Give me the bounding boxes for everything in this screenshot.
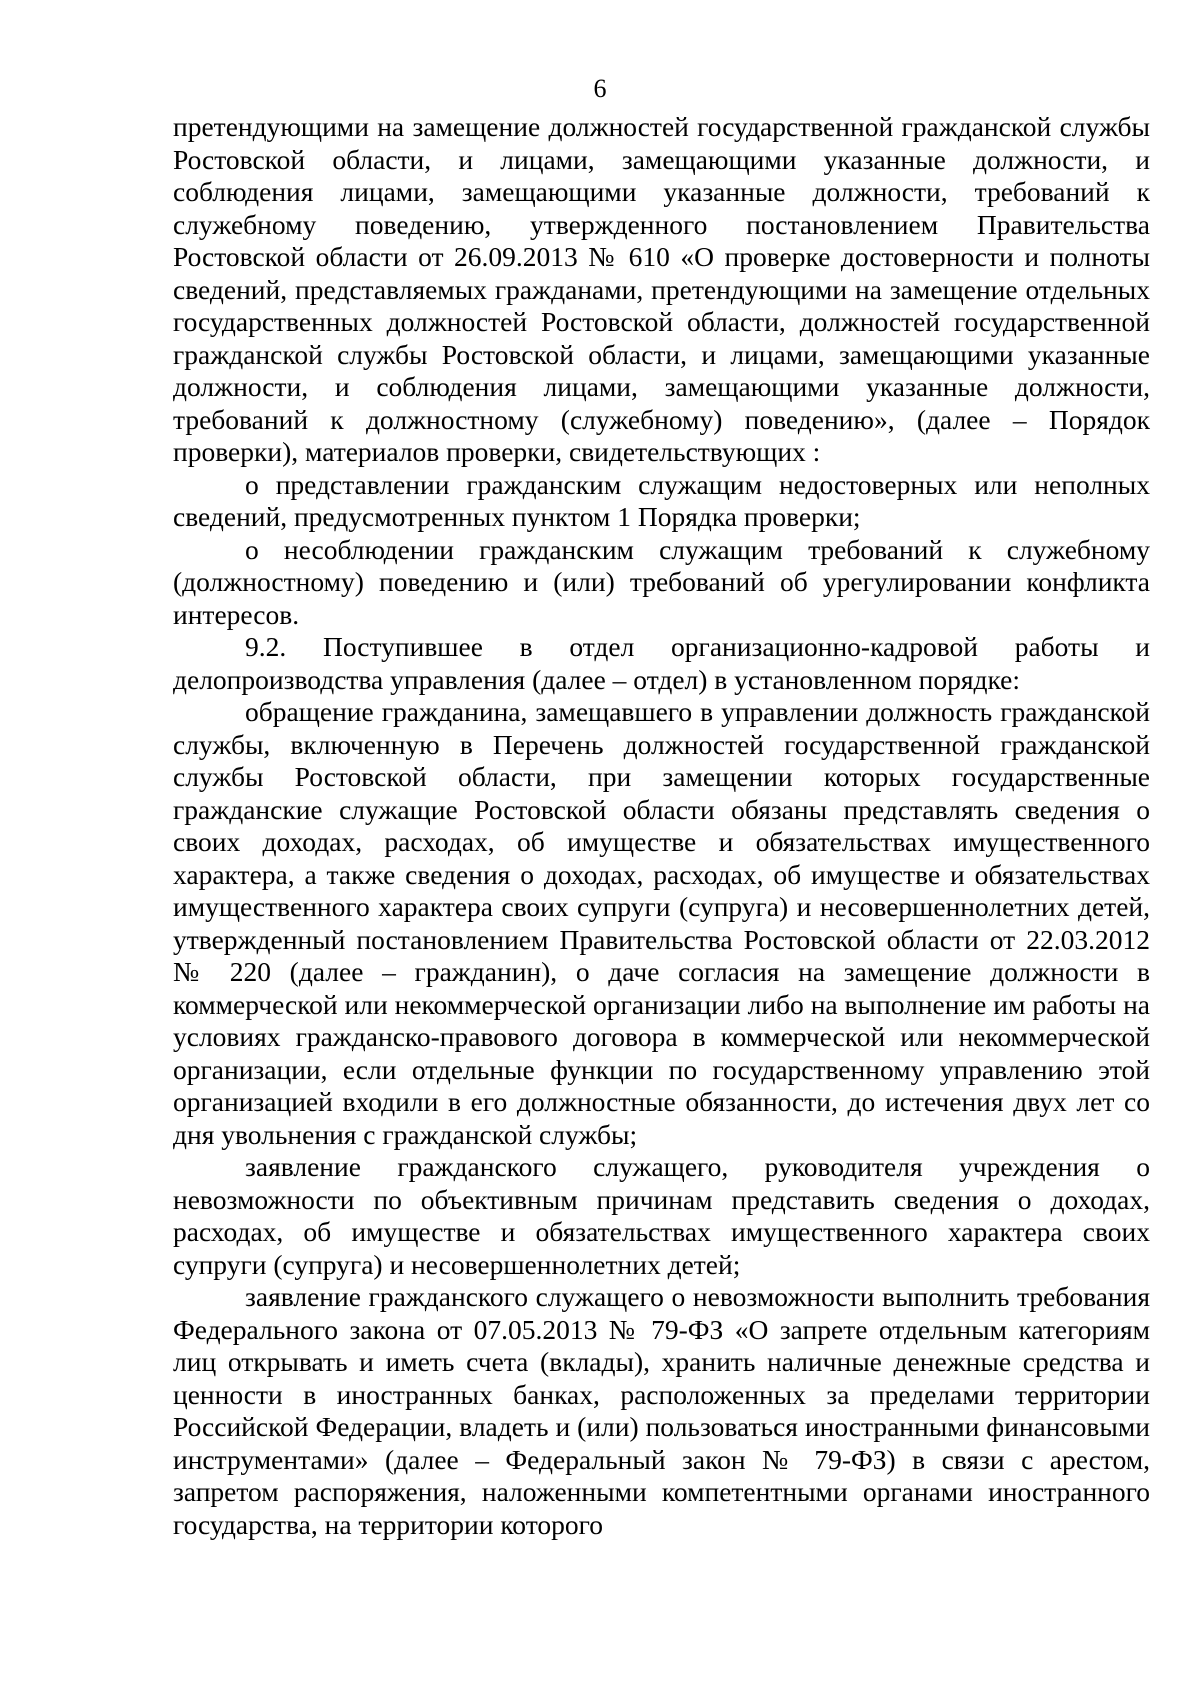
paragraph-9-2: 9.2. Поступившее в отдел организационно-кадровой работы и делопроизводства управления (далее – отдел) в установленном порядке: (173, 631, 1150, 695)
document-body (173, 111, 1150, 1541)
paragraph-79-fz-statement: заявление гражданского служащего о невозможности выполнить требования Федерального закона от 07.05.2013 № 79-ФЗ «О запрете отдельным категориям лиц открывать и иметь счета (вклады), хранить наличные денежные средства и ценности в иностранных банках, расположенных за пределами территории Российской Федерации, владеть и (или) пользоваться иностранными финансовыми инструментами» (далее – Федеральный закон № 79-ФЗ) в связи с арестом, запретом распоряжения, наложенными компетентными органами иностранного государства, на территории которого (173, 1281, 1150, 1540)
paragraph-citizen-appeal: обращение гражданина, замещавшего в управлении должность гражданской службы, включенную в Перечень должностей государственной гражданской службы Ростовской области, при замещении которых государственные гражданские служащие Ростовской области обязаны представлять сведения о своих доходах, расходах, об имуществе и обязательствах имущественного характера, а также сведения о доходах, расходах, об имуществе и обязательствах имущественного характера своих супруги (супруга) и несовершеннолетних детей, утвержденный постановлением Правительства Ростовской области от 22.03.2012 № 220 (далее – гражданин), о даче согласия на замещение должности в коммерческой или некоммерческой организации либо на выполнение им работы на условиях гражданско-правового договора в коммерческой или некоммерческой организации, если отдельные функции по государственному управлению этой организацией входили в его должностные обязанности, до истечения двух лет со дня увольнения с гражданской службы; (173, 696, 1150, 1150)
paragraph-continuation: претендующими на замещение должностей государственной гражданской службы Ростовской области, и лицами, замещающими указанные должности, и соблюдения лицами, замещающими указанные должности, требований к служебному поведению, утвержденного постановлением Правительства Ростовской области от 26.09.2013 № 610 «О проверке достоверности и полноты сведений, представляемых гражданами, претендующими на замещение отдельных государственных должностей Ростовской области, должностей государственной гражданской службы Ростовской области, и лицами, замещающими указанные должности, и соблюдения лицами, замещающими указанные должности, требований к должностному (служебному) поведению», (далее – Порядок проверки), материалов проверки, свидетельствующих : (173, 111, 1150, 467)
page-number: 6 (593, 74, 607, 103)
paragraph-conduct-violation: о несоблюдении гражданским служащим требований к служебному (должностному) поведению и (или) требований об урегулировании конфликта интересов. (173, 533, 1150, 630)
paragraph-false-info: о представлении гражданским служащим недостоверных или неполных сведений, предусмотренных пунктом 1 Порядка проверки; (173, 468, 1150, 532)
paragraph-impossibility-statement: заявление гражданского служащего, руководителя учреждения о невозможности по объективным причинам представить сведения о доходах, расходах, об имуществе и обязательствах имущественного характера своих супруги (супруга) и несовершеннолетних детей; (173, 1151, 1150, 1280)
